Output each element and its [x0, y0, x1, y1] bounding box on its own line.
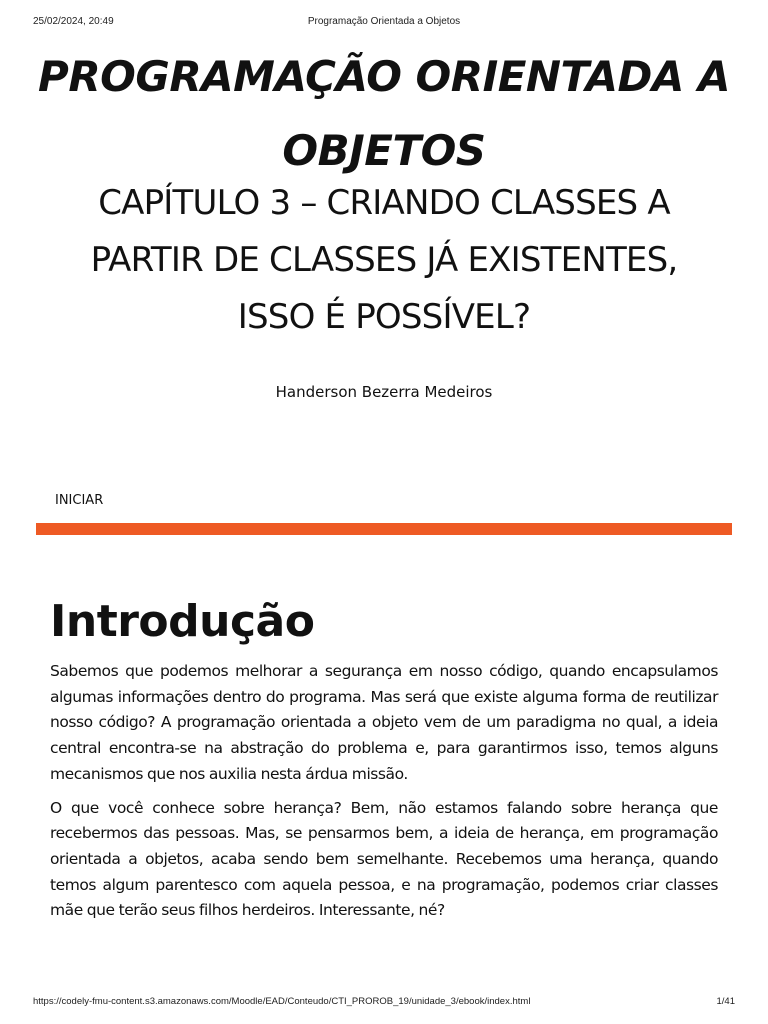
document-title-line: OBJETOS [282, 126, 486, 175]
chapter-subtitle-line: ISSO É POSSÍVEL? [237, 297, 531, 337]
section-heading: Introdução [50, 596, 315, 647]
document-title [30, 40, 738, 188]
page-number: 1/41 [716, 996, 735, 1007]
chapter-subtitle-line: PARTIR DE CLASSES JÁ EXISTENTES, [90, 240, 678, 280]
paragraph: O que você conhece sobre herança? Bem, não estamos falando sobre herança que recebermos das pessoas. Mas, se pensarmos bem, a ideia de herança, em programação orientada a objetos, acaba sendo bem semelhante. Recebemos uma herança, quando temos algum parentesco com aquela pessoa, e na programação, podemos criar classes mãe que terão seus filhos herdeiros. Interessante, né? [50, 798, 718, 920]
author-name: Handerson Bezerra Medeiros [275, 383, 493, 401]
accent-divider-bar [36, 523, 732, 535]
chapter-subtitle [40, 175, 728, 346]
print-header [0, 16, 768, 30]
print-date: 25/02/2024, 20:49 [33, 16, 114, 27]
document-title-line: PROGRAMAÇÃO ORIENTADA A [38, 52, 730, 101]
start-link[interactable]: INICIAR [55, 493, 104, 508]
print-footer [0, 996, 768, 1010]
print-page-title: Programação Orientada a Objetos [307, 16, 461, 27]
page-url: https://codely-fmu-content.s3.amazonaws.com/Moodle/EAD/Conteudo/CTI_PROROB_19/unidade_3/ebook/index.html [33, 996, 531, 1007]
section-content [50, 659, 718, 932]
chapter-subtitle-line: CAPÍTULO 3 – CRIANDO CLASSES A [98, 183, 670, 223]
paragraph: Sabemos que podemos melhorar a segurança em nosso código, quando encapsulamos algumas informações dentro do programa. Mas será que existe alguma forma de reutilizar nosso código? A programação orientada a objeto vem de um paradigma no qual, a ideia central encontra-se na abstração do problema e, para garantirmos isso, temos alguns mecanismos que nos auxilia nesta árdua missão. [50, 662, 718, 783]
